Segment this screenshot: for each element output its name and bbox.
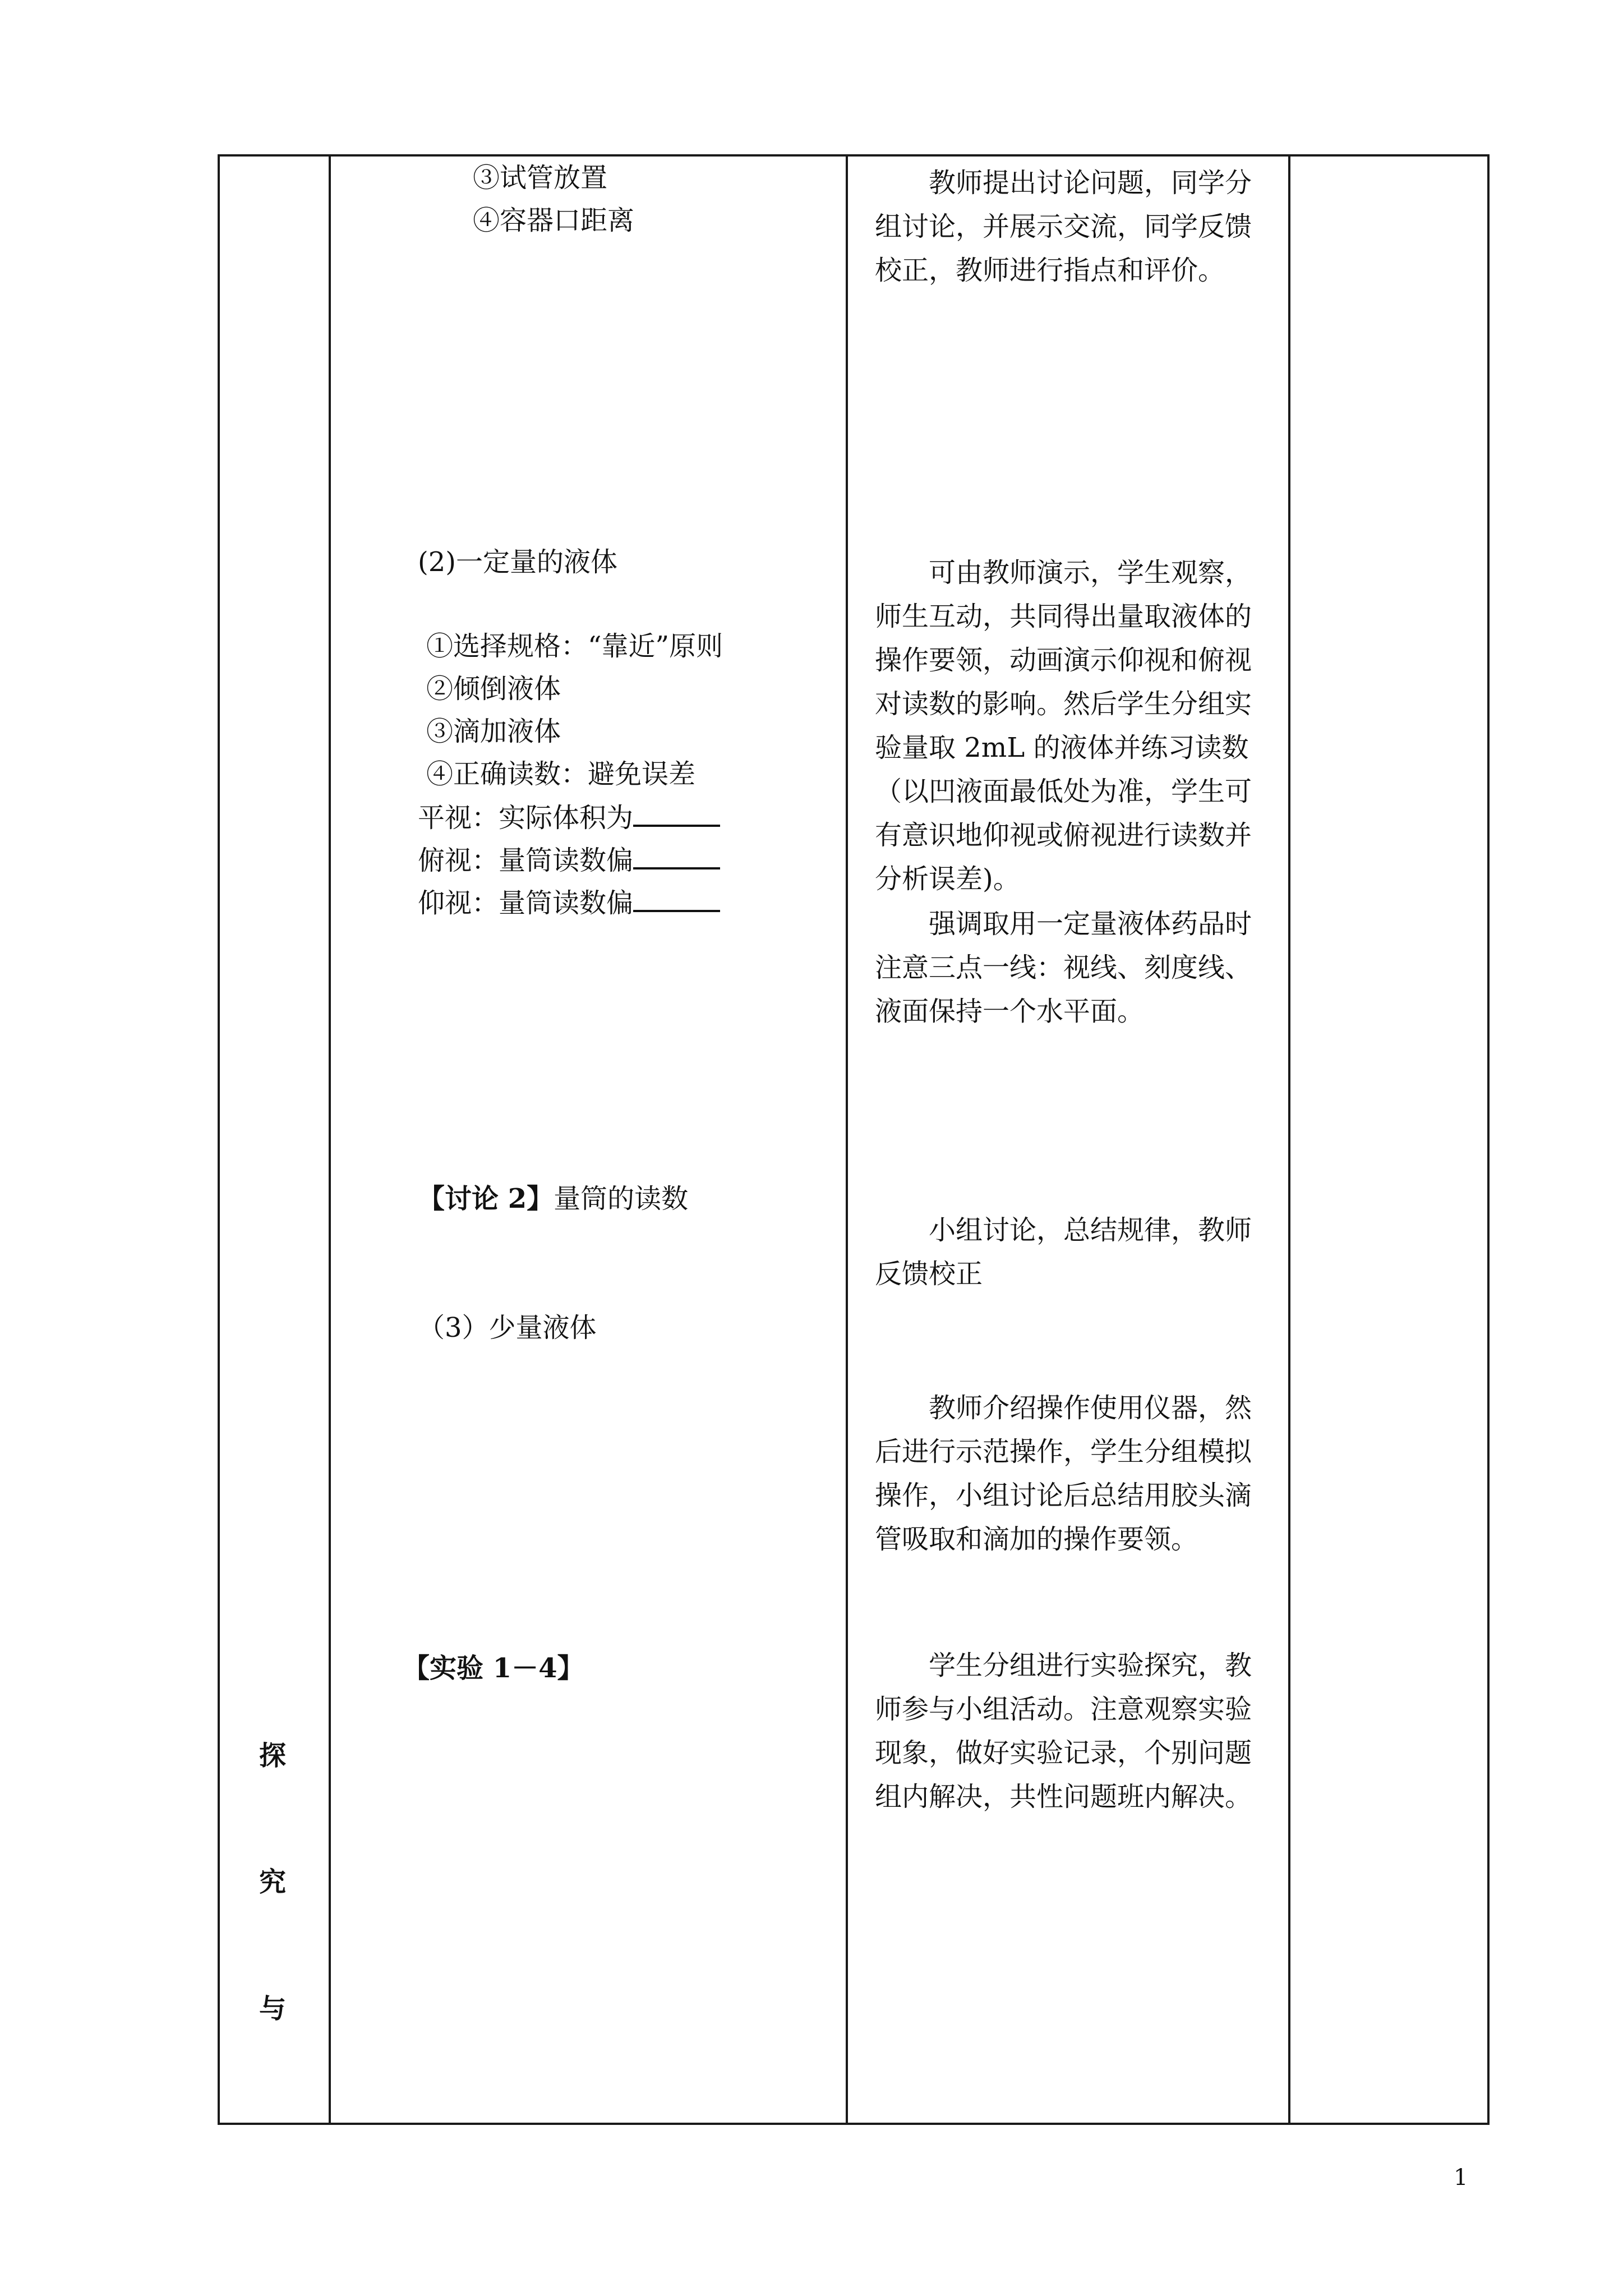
reading-looking-up bbox=[418, 885, 720, 920]
column-divider-3 bbox=[1288, 154, 1290, 2125]
sub-item-correct-reading: ④正确读数：避免误差 bbox=[426, 758, 696, 790]
sub-item-drip-liquid: ③滴加液体 bbox=[426, 716, 561, 747]
activity-para-4: 小组讨论，总结规律，教师反馈校正 bbox=[875, 1214, 1252, 1290]
discussion-2-text: 量筒的读数 bbox=[554, 1183, 689, 1214]
activity-para-3: 强调取用一定量液体药品时注意三点一线：视线、刻度线、液面保持一个水平面。 bbox=[875, 908, 1252, 1027]
activity-para-5: 教师介绍操作使用仪器，然后进行示范操作，学生分组模拟操作，小组讨论后总结用胶头滴管吸取和滴加的操作要领。 bbox=[875, 1392, 1252, 1555]
activity-para-2: 可由教师演示，学生观察，师生互动，共同得出量取液体的操作要领，动画演示仰视和俯视对读数的影响。然后学生分组实验量取 2mL 的液体并练习读数（以凹液面最低处为准，学生可有意识地仰视或俯视进行读数并分析误差)。 bbox=[875, 557, 1252, 895]
reading-looking-down bbox=[418, 843, 720, 877]
table-border-left bbox=[218, 154, 220, 2125]
lesson-table bbox=[218, 154, 1490, 2125]
table-border-bottom bbox=[218, 2123, 1490, 2125]
section-2-title: (2)一定量的液体 bbox=[418, 546, 617, 578]
section-3-title: （3）少量液体 bbox=[418, 1312, 597, 1343]
reading-level bbox=[418, 800, 720, 835]
stage-char-1: 探 bbox=[259, 1740, 287, 1772]
reading-level-text: 平视：实际体积为 bbox=[418, 802, 634, 834]
blank-line bbox=[633, 843, 720, 869]
table-border-right bbox=[1487, 154, 1490, 2125]
experiment-label: 【实验 1－4】 bbox=[403, 1653, 584, 1684]
item-container-distance: ④容器口距离 bbox=[473, 205, 635, 236]
page-number: 1 bbox=[1454, 2165, 1468, 2191]
column-divider-1 bbox=[329, 154, 331, 2125]
sub-item-pour-liquid: ②倾倒液体 bbox=[426, 673, 561, 705]
stage-char-3: 与 bbox=[259, 1993, 287, 2024]
sub-item-select-spec: ①选择规格：“靠近”原则 bbox=[426, 631, 723, 662]
reading-looking-down-text: 俯视：量筒读数偏 bbox=[418, 845, 634, 876]
column-divider-2 bbox=[846, 154, 848, 2125]
table-border-top bbox=[218, 154, 1490, 157]
discussion-2 bbox=[418, 1182, 688, 1216]
stage-char-2: 究 bbox=[259, 1866, 287, 1898]
blank-line bbox=[633, 885, 720, 912]
activity-para-6: 学生分组进行实验探究，教师参与小组活动。注意观察实验现象，做好实验记录，个别问题组内解决，共性问题班内解决。 bbox=[875, 1650, 1252, 1812]
blank-line bbox=[633, 800, 720, 827]
activity-para-1: 教师提出讨论问题，同学分组讨论，并展示交流，同学反馈校正，教师进行指点和评价。 bbox=[875, 167, 1252, 286]
discussion-2-label: 【讨论 2】 bbox=[418, 1183, 554, 1214]
item-test-tube-placement: ③试管放置 bbox=[473, 162, 608, 194]
reading-looking-up-text: 仰视：量筒读数偏 bbox=[418, 887, 634, 919]
